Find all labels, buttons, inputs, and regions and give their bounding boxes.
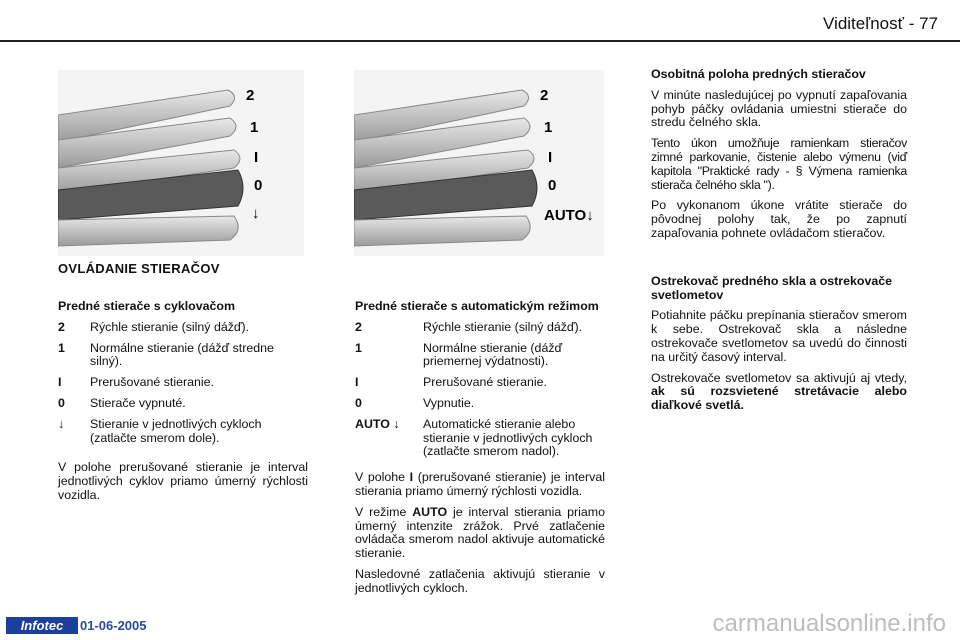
list-item: AUTO ↓ Automatické stieranie alebo stieranie v jednotlivých cykloch (zatlačte smerom nadol). bbox=[355, 416, 593, 459]
position-label-1: 1 bbox=[544, 119, 553, 136]
position-label-auto: AUTO↓ bbox=[544, 207, 594, 224]
position-label-2: 2 bbox=[246, 87, 255, 104]
col3-paragraph-4: Potiahnite páčku prepínania stieračov smerom k sebe. Ostrekovač skla a následne ostrekovače svetlometov sa uvedú do činnosti na určitý časový interval. bbox=[651, 308, 907, 364]
col3-paragraph-2: Tento úkon umožňuje ramienkam stieračov zimné parkovanie, čistenie alebo výmenu (viď kapitola "Praktické rady - § Výmena ramienka stierača čelného skla "). bbox=[651, 136, 907, 192]
list-item: 1 Normálne stieranie (dážď priemernej výdatnosti). bbox=[355, 340, 563, 369]
wiper-stalk-illustration-left bbox=[58, 70, 304, 256]
col2-paragraph-2: V režime AUTO je interval stierania priamo úmerný intenzite zrážok. Prvé zatlačenie ovládača smerom nadol aktivuje automatické stieranie. bbox=[355, 504, 605, 561]
list-item: 0 Stierače vypnuté. bbox=[58, 395, 186, 410]
col3-heading-1: Osobitná poloha predných stieračov bbox=[651, 67, 866, 81]
page-header bbox=[0, 0, 960, 40]
header-rule bbox=[0, 40, 960, 42]
position-label-i: I bbox=[254, 149, 259, 166]
infotec-logo: Infotec bbox=[6, 617, 78, 634]
column-3 bbox=[651, 68, 907, 420]
column-1 bbox=[58, 300, 308, 510]
col2-paragraph-1: V polohe I (prerušované stieranie) je interval stierania priamo úmerný rýchlosti vozidla. bbox=[355, 470, 605, 498]
list-item: I Prerušované stieranie. bbox=[58, 375, 214, 390]
position-label-1: 1 bbox=[250, 119, 259, 136]
col2-heading: Predné stierače s automatickým režimom bbox=[355, 299, 599, 313]
list-item: ↓ Stieranie v jednotlivých cykloch (zatlačte smerom dole). bbox=[58, 416, 262, 445]
position-label-0: 0 bbox=[548, 177, 557, 194]
position-label-2: 2 bbox=[540, 87, 549, 104]
position-label-0: 0 bbox=[254, 177, 263, 194]
list-item: 0 Vypnutie. bbox=[355, 395, 475, 410]
column-2 bbox=[355, 300, 605, 603]
footer-date: 01-06-2005 bbox=[80, 618, 147, 633]
list-item: 2 Rýchle stieranie (silný dážď). bbox=[355, 319, 583, 334]
col3-heading-2: Ostrekovač predného skla a ostrekovače svetlometov bbox=[651, 273, 893, 302]
col3-paragraph-3: Po vykonanom úkone vrátite stierače do pôvodnej polohy tak, že po zapnutí zapaľovania pohnete ovládačom stieračov. bbox=[651, 198, 907, 240]
list-item: 2 Rýchle stieranie (silný dážď). bbox=[58, 319, 250, 334]
list-item: 1 Normálne stieranie (dážď stredne silný). bbox=[58, 340, 274, 369]
position-label-i: I bbox=[548, 149, 553, 166]
section-title: OVLÁDANIE STIERAČOV bbox=[58, 261, 220, 276]
col1-heading: Predné stierače s cyklovačom bbox=[58, 299, 236, 313]
col1-paragraph: V polohe prerušované stieranie je interval jednotlivých cyklov priamo úmerný rýchlosti vozidla. bbox=[58, 460, 308, 502]
watermark: carmanualsonline.info bbox=[712, 610, 946, 637]
position-label-down: ↓ bbox=[252, 205, 260, 222]
wiper-stalk-illustration-right bbox=[354, 70, 604, 256]
page-title: Viditeľnosť - 77 bbox=[823, 14, 938, 33]
list-item: I Prerušované stieranie. bbox=[355, 375, 547, 390]
col3-paragraph-5: Ostrekovače svetlometov sa aktivujú aj vtedy, ak sú rozsvietené stretávacie alebo diaľkové svetlá. bbox=[651, 370, 907, 413]
col3-paragraph-1: V minúte nasledujúcej po vypnutí zapaľovania pohyb páčky ovládania umiestni stierače do stredu čelného skla. bbox=[651, 87, 907, 130]
col2-paragraph-3: Nasledovné zatlačenia aktivujú stieranie v jednotlivých cykloch. bbox=[355, 566, 605, 595]
